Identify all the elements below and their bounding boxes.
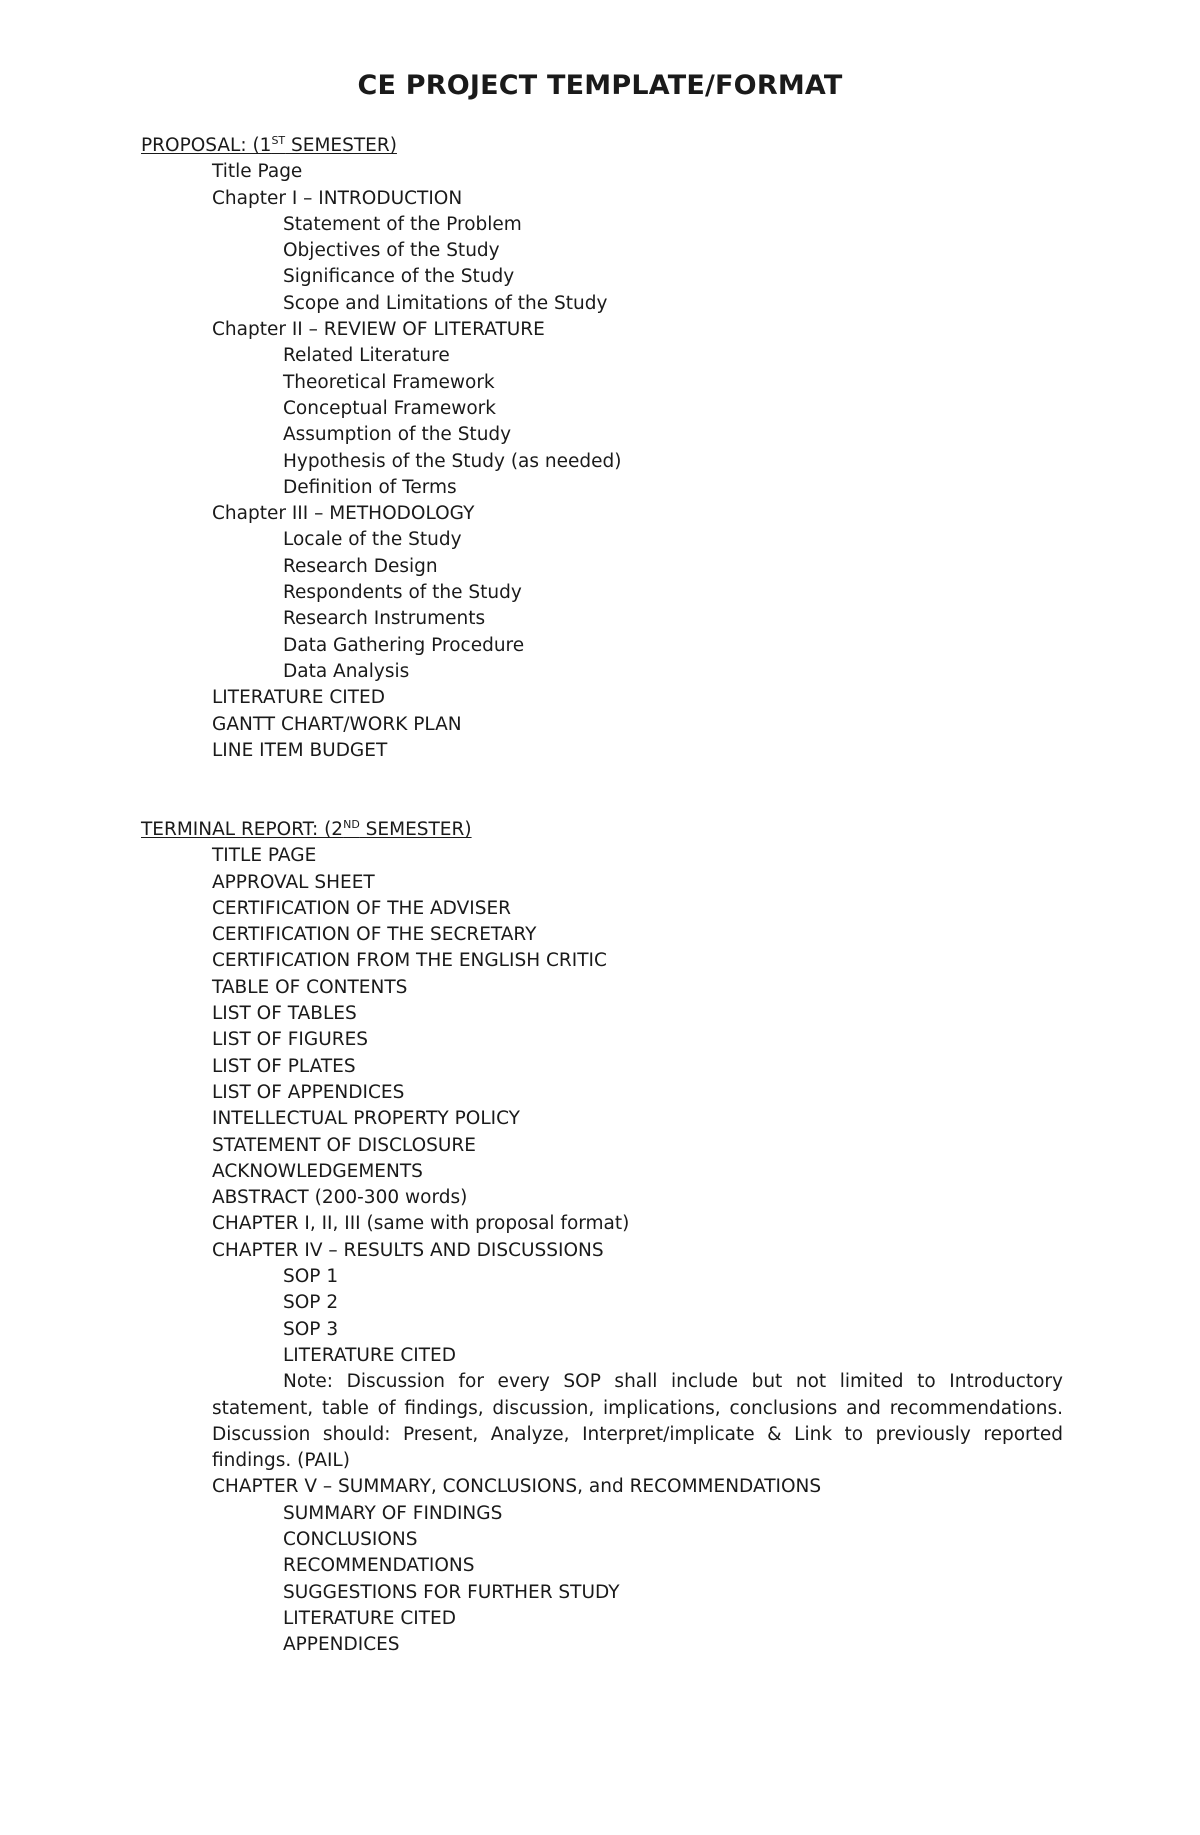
proposal-outline-item-22: GANTT CHART/WORK PLAN (212, 713, 462, 735)
terminal-outline-item-4: CERTIFICATION OF THE SECRETARY (212, 924, 537, 946)
proposal-heading-sup: ST (271, 134, 286, 147)
terminal-outline-item-5: CERTIFICATION FROM THE ENGLISH CRITIC (212, 950, 607, 972)
terminal-outline-item-13: ACKNOWLEDGEMENTS (212, 1160, 423, 1182)
proposal-outline-item-13: Definition of Terms (283, 476, 457, 498)
proposal-outline-item-1: Title Page (212, 161, 303, 183)
terminal-outline-part-1 (0, 843, 1200, 1369)
proposal-section (0, 133, 1200, 764)
terminal-outline-item-16: CHAPTER IV – RESULTS AND DISCUSSIONS (212, 1239, 604, 1261)
proposal-outline-item-8: Related Literature (283, 345, 450, 367)
terminal-outline-item-20: LITERATURE CITED (283, 1344, 456, 1366)
proposal-outline-item-7: Chapter II – REVIEW OF LITERATURE (212, 319, 545, 341)
proposal-outline-item-19: Data Gathering Procedure (283, 634, 525, 656)
proposal-outline-item-3: Statement of the Problem (283, 213, 522, 235)
proposal-outline-item-4: Objectives of the Study (283, 240, 500, 262)
proposal-outline-item-21: LITERATURE CITED (212, 687, 385, 709)
discussion-note: Note: Discussion for every SOP shall include but not limited to Introductory statement, table of findings, discussion, implications, conclusions and recommendations. Discussion should: Present, Analyze, Interpret/implicate & Link to previously reported findings. (PAIL) (212, 1371, 1063, 1472)
proposal-outline-item-15: Locale of the Study (283, 529, 462, 551)
proposal-outline-item-11: Assumption of the Study (283, 424, 512, 446)
proposal-heading-pre: PROPOSAL: (1 (141, 135, 272, 156)
terminal-outline-item-18: SOP 2 (283, 1292, 339, 1314)
terminal-outline-item-17: SOP 1 (283, 1266, 339, 1288)
terminal-outline-item-8: LIST OF FIGURES (212, 1029, 369, 1051)
terminal-outline-item-9: LIST OF PLATES (212, 1055, 356, 1077)
proposal-outline (0, 159, 1200, 764)
proposal-outline-item-18: Research Instruments (283, 608, 486, 630)
proposal-outline-item-14: Chapter III – METHODOLOGY (212, 503, 475, 525)
terminal-outline-item-6: TABLE OF CONTENTS (212, 976, 408, 998)
terminal-heading (0, 817, 1200, 843)
terminal-heading-pre: TERMINAL REPORT: (2 (141, 819, 344, 840)
proposal-outline-item-10: Conceptual Framework (283, 397, 497, 419)
terminal-heading-sup: ND (343, 818, 360, 831)
terminal-outline-after-note-item-7: APPENDICES (283, 1634, 400, 1656)
terminal-outline-item-19: SOP 3 (283, 1318, 339, 1340)
terminal-outline-item-7: LIST OF TABLES (212, 1003, 357, 1025)
terminal-outline-after-note-item-2: SUMMARY OF FINDINGS (283, 1502, 503, 1524)
proposal-outline-item-2: Chapter I – INTRODUCTION (212, 187, 463, 209)
terminal-report-section (0, 817, 1200, 1659)
proposal-outline-item-16: Research Design (283, 555, 438, 577)
terminal-outline-after-note-item-1: CHAPTER V – SUMMARY, CONCLUSIONS, and RECOMMENDATIONS (212, 1476, 822, 1498)
proposal-outline-item-9: Theoretical Framework (283, 371, 495, 393)
proposal-outline-item-17: Respondents of the Study (283, 582, 522, 604)
terminal-outline-part-2 (0, 1474, 1200, 1658)
terminal-outline-item-15: CHAPTER I, II, III (same with proposal format) (212, 1213, 630, 1235)
proposal-outline-item-20: Data Analysis (283, 660, 410, 682)
proposal-outline-item-23: LINE ITEM BUDGET (212, 739, 388, 761)
terminal-outline-item-11: INTELLECTUAL PROPERTY POLICY (212, 1108, 520, 1130)
terminal-outline-after-note-item-5: SUGGESTIONS FOR FURTHER STUDY (283, 1581, 620, 1603)
terminal-outline-item-12: STATEMENT OF DISCLOSURE (212, 1134, 476, 1156)
proposal-outline-item-5: Significance of the Study (283, 266, 515, 288)
terminal-outline-item-2: APPROVAL SHEET (212, 871, 375, 893)
terminal-outline-item-14: ABSTRACT (200-300 words) (212, 1187, 468, 1209)
proposal-outline-item-12: Hypothesis of the Study (as needed) (283, 450, 622, 472)
proposal-outline-item-6: Scope and Limitations of the Study (283, 292, 608, 314)
terminal-outline-after-note-item-4: RECOMMENDATIONS (283, 1555, 475, 1577)
proposal-heading-post: SEMESTER) (285, 135, 397, 156)
terminal-outline-item-10: LIST OF APPENDICES (212, 1081, 405, 1103)
terminal-outline-item-1: TITLE PAGE (212, 845, 317, 867)
terminal-outline-item-3: CERTIFICATION OF THE ADVISER (212, 897, 511, 919)
proposal-heading (0, 133, 1200, 159)
terminal-outline-after-note-item-3: CONCLUSIONS (283, 1529, 418, 1551)
document-title: CE PROJECT TEMPLATE/FORMAT (357, 70, 843, 101)
terminal-heading-post: SEMESTER) (359, 819, 472, 840)
terminal-outline-after-note-item-6: LITERATURE CITED (283, 1607, 456, 1629)
